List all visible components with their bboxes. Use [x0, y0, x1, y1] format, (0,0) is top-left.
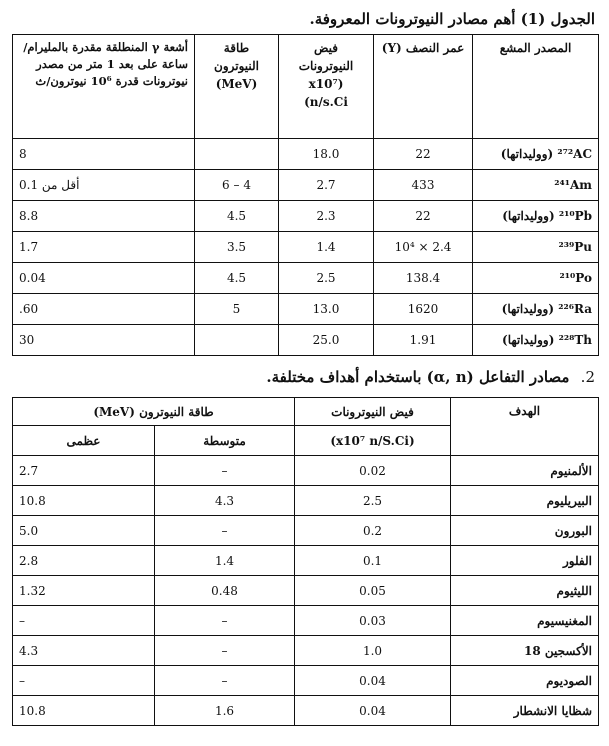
header-source: المصدر المشع [473, 35, 599, 139]
cell-half-life: 22 [374, 139, 473, 170]
cell-target: الليثيوم [451, 576, 599, 606]
header-target: الهدف [451, 398, 599, 456]
table-row [13, 486, 599, 516]
table1-title: الجدول (1) أهم مصادر النيوترونات المعروفة. [309, 10, 595, 28]
cell-max-energy: 10.8 [13, 696, 155, 726]
cell-target: الفلور [451, 546, 599, 576]
cell-source: ²²⁸Th (ووليداتها) [473, 325, 599, 356]
table-row [13, 201, 599, 232]
cell-source: ²⁴¹Am [473, 170, 599, 201]
table-row [13, 666, 599, 696]
table-row [13, 232, 599, 263]
cell-flux: 0.2 [295, 516, 451, 546]
cell-gamma: 30 [13, 325, 195, 356]
cell-max-energy: 5.0 [13, 516, 155, 546]
cell-flux: 2.3 [279, 201, 374, 232]
table2-title-line [8, 364, 595, 390]
cell-max-energy: 1.32 [13, 576, 155, 606]
cell-avg-energy: 1.6 [155, 696, 295, 726]
header-energy: طاقة النيوترون (MeV) [195, 35, 279, 139]
cell-source: ²⁷²AC (ووليداتها) [473, 139, 599, 170]
cell-gamma: 1.7 [13, 232, 195, 263]
cell-source: ²¹⁰Po [473, 263, 599, 294]
cell-gamma: 8 [13, 139, 195, 170]
header-flux: فيض النيوترونات (x10⁷ n/s.Ci) [279, 35, 374, 139]
cell-avg-energy: – [155, 606, 295, 636]
cell-target: البورون [451, 516, 599, 546]
table-row [13, 606, 599, 636]
table2-number: 2. [580, 368, 595, 386]
cell-flux: 1.0 [295, 636, 451, 666]
cell-target: المغنيسيوم [451, 606, 599, 636]
table-row [13, 636, 599, 666]
cell-max-energy: – [13, 606, 155, 636]
cell-flux: 0.04 [295, 696, 451, 726]
cell-flux: 0.04 [295, 666, 451, 696]
cell-avg-energy: 4.3 [155, 486, 295, 516]
cell-half-life: 1.91 [374, 325, 473, 356]
table-row [13, 170, 599, 201]
cell-avg-energy: – [155, 636, 295, 666]
cell-gamma: 0.04 [13, 263, 195, 294]
table2-title: مصادر التفاعل (α, n) باستخدام أهداف مختلفة. [266, 368, 570, 386]
header-gamma: أشعة γ المنطلقة مقدرة بالمليرام/ساعة على بعد 1 متر من مصدر نيوترونات قدرة 10⁶ نيوترون/ث [13, 35, 195, 139]
cell-avg-energy: – [155, 666, 295, 696]
cell-flux: 0.05 [295, 576, 451, 606]
cell-gamma: 60. [13, 294, 195, 325]
neutron-sources-table [12, 34, 599, 356]
cell-target: الألمنيوم [451, 456, 599, 486]
table-row [13, 576, 599, 606]
cell-energy: 4 – 6 [195, 170, 279, 201]
table-row [13, 294, 599, 325]
cell-flux: 0.02 [295, 456, 451, 486]
cell-energy: 4.5 [195, 201, 279, 232]
table-row [13, 696, 599, 726]
cell-source: ²³⁹Pu [473, 232, 599, 263]
cell-half-life: 433 [374, 170, 473, 201]
cell-flux: 25.0 [279, 325, 374, 356]
header-max: عظمى [13, 426, 155, 456]
cell-gamma: أقل من 0.1 [13, 170, 195, 201]
header-half-life: عمر النصف (Y) [374, 35, 473, 139]
cell-energy: 5 [195, 294, 279, 325]
cell-flux: 2.5 [295, 486, 451, 516]
cell-flux: 2.7 [279, 170, 374, 201]
table-row [13, 263, 599, 294]
header-energy2: طاقة النيوترون (MeV) [13, 398, 295, 426]
cell-source: ²²⁶Ra (ووليداتها) [473, 294, 599, 325]
alpha-n-sources-table [12, 397, 599, 726]
cell-target: البيريليوم [451, 486, 599, 516]
cell-source: ²¹⁰Pb (ووليداتها) [473, 201, 599, 232]
cell-flux: 2.5 [279, 263, 374, 294]
cell-flux: 0.03 [295, 606, 451, 636]
cell-target: شظايا الانشطار [451, 696, 599, 726]
cell-energy: 4.5 [195, 263, 279, 294]
cell-target: الأكسجين 18 [451, 636, 599, 666]
cell-avg-energy: – [155, 456, 295, 486]
table-row [13, 456, 599, 486]
cell-flux: 1.4 [279, 232, 374, 263]
cell-half-life: 1620 [374, 294, 473, 325]
table2-header-row [13, 398, 599, 426]
header-flux-unit: (x10⁷ n/S.Ci) [295, 426, 451, 456]
cell-gamma: 8.8 [13, 201, 195, 232]
cell-avg-energy: 0.48 [155, 576, 295, 606]
cell-avg-energy: 1.4 [155, 546, 295, 576]
cell-max-energy: 2.7 [13, 456, 155, 486]
cell-max-energy: 10.8 [13, 486, 155, 516]
table1-header-row [13, 35, 599, 139]
cell-energy [195, 139, 279, 170]
cell-half-life: 2.4 × 10⁴ [374, 232, 473, 263]
table-row [13, 546, 599, 576]
cell-flux: 0.1 [295, 546, 451, 576]
cell-avg-energy: – [155, 516, 295, 546]
table-row [13, 516, 599, 546]
header-avg: متوسطة [155, 426, 295, 456]
cell-energy [195, 325, 279, 356]
cell-target: الصوديوم [451, 666, 599, 696]
table-row [13, 325, 599, 356]
cell-max-energy: 4.3 [13, 636, 155, 666]
header-flux2: فيض النيوترونات [295, 398, 451, 426]
cell-half-life: 138.4 [374, 263, 473, 294]
cell-flux: 13.0 [279, 294, 374, 325]
cell-max-energy: 2.8 [13, 546, 155, 576]
cell-half-life: 22 [374, 201, 473, 232]
cell-flux: 18.0 [279, 139, 374, 170]
table-row [13, 139, 599, 170]
cell-max-energy: – [13, 666, 155, 696]
cell-energy: 3.5 [195, 232, 279, 263]
